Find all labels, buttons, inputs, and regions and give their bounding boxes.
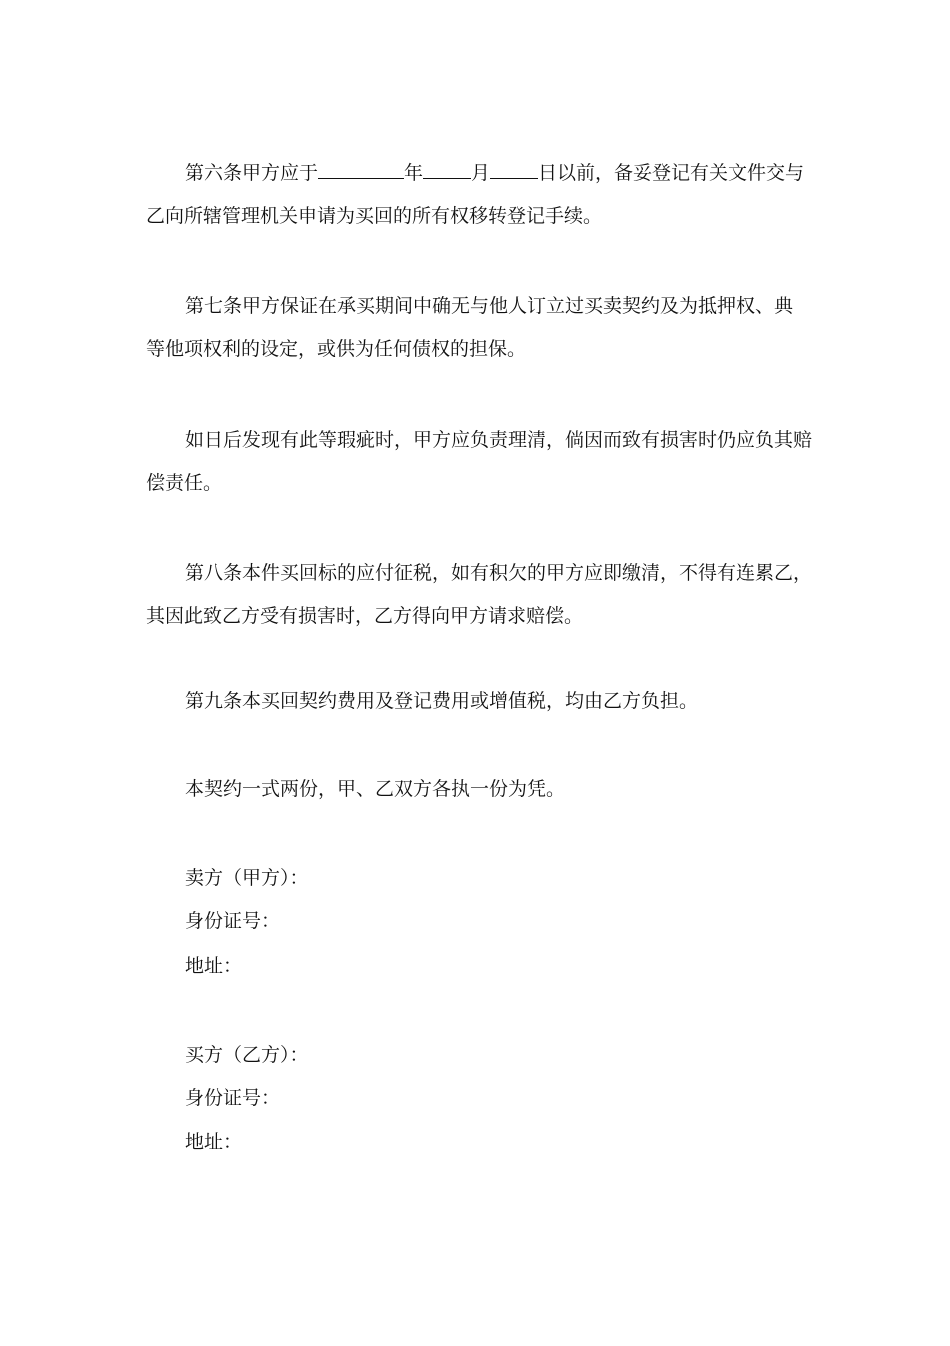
buyer-address-label: 地址： [185, 1131, 243, 1153]
buyer-id-label: 身份证号： [185, 1087, 281, 1109]
day-blank [490, 159, 538, 179]
article7-line2: 等他项权利的设定，或供为任何债权的担保。 [146, 338, 527, 360]
seller-label: 卖方（甲方）： [185, 867, 309, 889]
year-label: 年 [404, 162, 424, 184]
article9: 第九条本买回契约费用及登记费用或增值税，均由乙方负担。 [185, 690, 699, 712]
defect-clause-line2: 偿责任。 [146, 472, 223, 494]
seller-id-label: 身份证号： [185, 910, 281, 932]
month-label: 月 [471, 162, 491, 184]
article6-line2: 乙向所辖管理机关申请为买回的所有权移转登记手续。 [146, 205, 603, 227]
copies-clause: 本契约一式两份，甲、乙双方各执一份为凭。 [185, 778, 566, 800]
year-blank [318, 159, 404, 179]
article8-line1: 第八条本件买回标的应付征税，如有积欠的甲方应即缴清，不得有连累乙， [185, 562, 813, 584]
month-blank [423, 159, 471, 179]
seller-address-label: 地址： [185, 955, 243, 977]
article8-line2: 其因此致乙方受有损害时，乙方得向甲方请求赔偿。 [146, 605, 584, 627]
article6-prefix: 第六条甲方应于 [185, 162, 319, 184]
defect-clause-line1: 如日后发现有此等瑕疵时，甲方应负责理清，倘因而致有损害时仍应负其赔 [185, 429, 813, 451]
buyer-label: 买方（乙方）： [185, 1044, 309, 1066]
article7-line1: 第七条甲方保证在承买期间中确无与他人订立过买卖契约及为抵押权、典 [185, 295, 794, 317]
article6-line1 [185, 159, 804, 186]
day-label: 日以前，备妥登记有关文件交与 [538, 162, 805, 184]
